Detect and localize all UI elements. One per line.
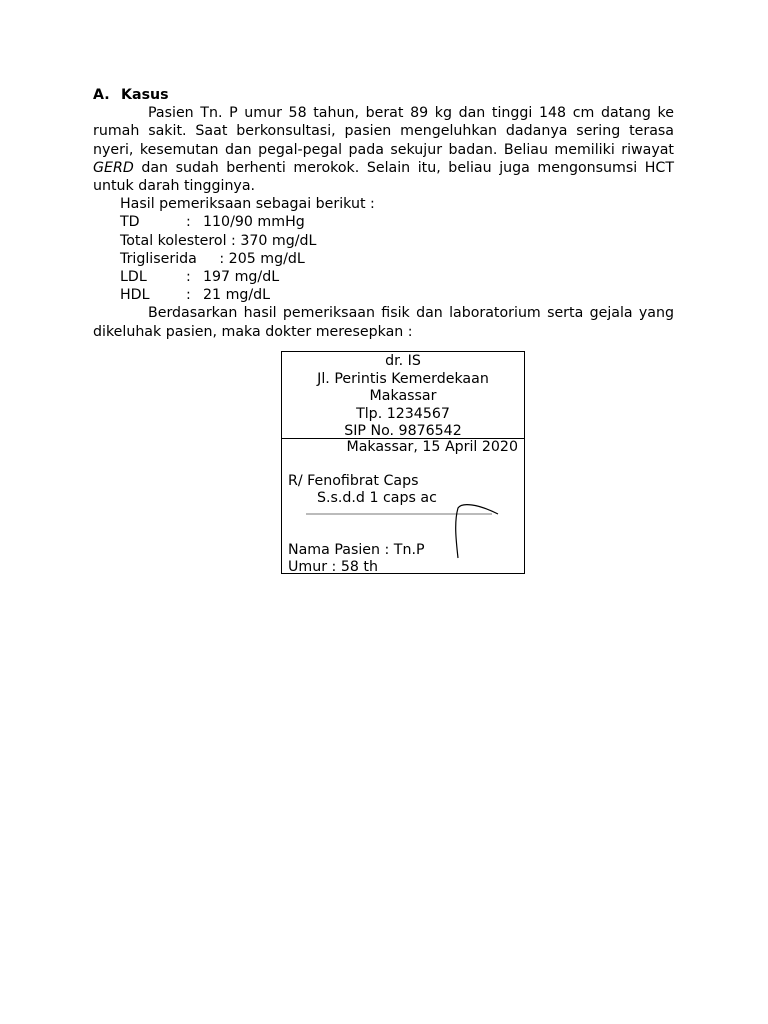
doctor-name: dr. IS xyxy=(385,353,421,369)
case-text-2: dan sudah berhenti merokok. Selain itu, beliau juga mengonsumsi HCT untuk darah tingginya. xyxy=(93,159,674,195)
lab-ldl-sep: : xyxy=(186,269,191,286)
prescription-box xyxy=(281,351,525,574)
prescription-recipe: R/ Fenofibrat Caps xyxy=(288,473,419,489)
prescription-date: Makassar, 15 April 2020 xyxy=(346,439,518,455)
lab-row-triglyceride: Trigliserida : 205 mg/dL xyxy=(120,250,305,267)
lab-row-ldl xyxy=(93,268,674,286)
document-body xyxy=(93,86,674,341)
case-paragraph xyxy=(93,104,674,195)
lab-hdl-value: 21 mg/dL xyxy=(203,287,271,304)
lab-row-cholesterol: Total kolesterol : 370 mg/dL xyxy=(120,232,317,249)
prescription-signa: S.s.d.d 1 caps ac xyxy=(317,490,437,506)
lab-ldl-value: 197 mg/dL xyxy=(203,269,280,286)
lab-td-sep: : xyxy=(186,214,191,231)
patient-name: Nama Pasien : Tn.P xyxy=(288,542,425,558)
lab-ldl-key: LDL xyxy=(120,269,147,286)
case-text-italic: GERD xyxy=(93,159,134,176)
patient-age: Umur : 58 th xyxy=(288,559,378,575)
section-title: Kasus xyxy=(121,87,169,103)
lab-row-hdl xyxy=(93,286,674,304)
prescription-header xyxy=(282,352,524,439)
doctor-city: Makassar xyxy=(369,388,437,404)
lab-td-key: TD xyxy=(120,214,140,231)
case-text-1: Pasien Tn. P umur 58 tahun, berat 89 kg dan tinggi 148 cm datang ke rumah sakit. Saat berkonsultasi, pasien mengeluhkan dadanya sering terasa nyeri, kesemutan dan pegal-pegal pada sekujur badan. Beliau memiliki riwayat xyxy=(93,105,674,158)
results-intro: Hasil pemeriksaan sebagai berikut : xyxy=(120,196,375,213)
section-number: A. xyxy=(93,87,110,103)
doctor-phone: Tlp. 1234567 xyxy=(356,405,450,422)
section-heading xyxy=(93,86,674,104)
doctor-address: Jl. Perintis Kemerdekaan xyxy=(317,370,489,387)
lab-hdl-key: HDL xyxy=(120,287,150,304)
lab-hdl-sep: : xyxy=(186,287,191,304)
doctor-sip: SIP No. 9876542 xyxy=(344,423,462,439)
conclusion-paragraph: Berdasarkan hasil pemeriksaan fisik dan laboratorium serta gejala yang dikeluhak pasien, maka dokter meresepkan : xyxy=(93,305,674,340)
lab-td-value: 110/90 mmHg xyxy=(203,214,305,231)
lab-row-td xyxy=(93,213,674,231)
